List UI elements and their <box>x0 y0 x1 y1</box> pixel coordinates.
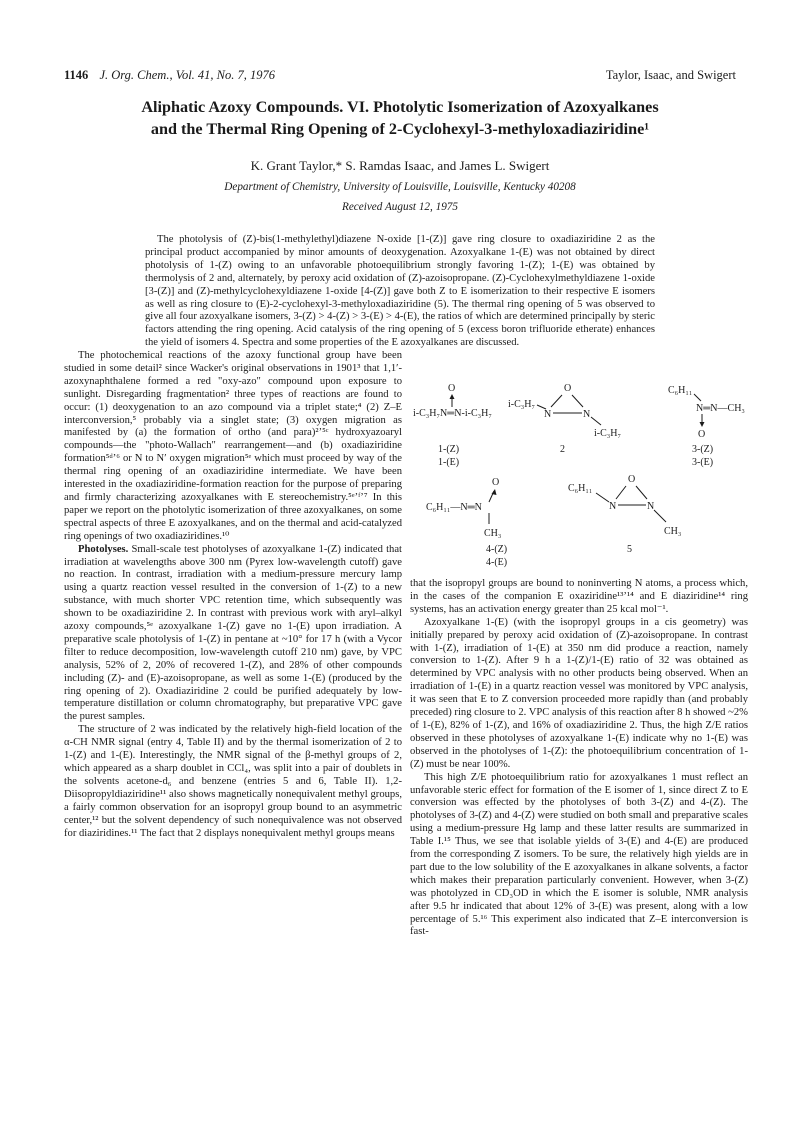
running-header-authors: Taylor, Isaac, and Swigert <box>605 68 736 82</box>
isopropyl-top: i-C₃H₇ <box>508 399 535 410</box>
ring-nitrogen-left: N <box>609 501 617 512</box>
title-line-2: and the Thermal Ring Opening of 2-Cyclohexyl-3-methyloxadiaziridine¹ <box>150 120 650 138</box>
compound-2 <box>508 383 621 455</box>
affiliation: Department of Chemistry, University of Louisville, Louisville, Kentucky 40208 <box>224 181 576 193</box>
label-1e: 1-(E) <box>438 457 460 468</box>
compound-1 <box>413 383 492 468</box>
intro-paragraph: The photochemical reactions of the azoxy functional group have been studied in some detail² since Wacker's original observations in 1901³ that 1,1′-azoxynaphthalene formed a red "oxy-azo" compound upon exposure to sunlight. Disregarding fragmentation² three types of reactions are found to occur: (1) deoxygenation to an azo compound via a triplet state;⁴ (2) Z–E interconversion,⁵ probably via a singlet state; (3) oxygen migration as manifested by (a) the formation of ortho (and para)²ʼ⁵ᶜ hydroxyazoaryl compounds—the "photo-Wallach" rearrangement—and (b) oxadiaziridine formation⁵ᵈʼ⁶ or N to N′ oxygen migration⁵ᵉ which must proceed by way of the thermal ring opening of an oxadiaziridine intermediate. We have been interested in the oxadiaziridine-formation reaction for the purpose of preparing and firmly characterizing azoxyalkanes with E stereochemistry.⁵ᵉʼᶠʼ⁷ In this paper we report on the photolytic isomerization of three azoxyalkanes, on some spectral aspects of three E azoxyalkanes, and on the thermal and acid-catalyzed ring openings of two oxadiaziridines.¹⁰ <box>64 350 402 542</box>
right-paragraph-2: Azoxyalkane 1-(E) (with the isopropyl groups in a cis geometry) was initially prepared by peroxy acid oxidation of (Z)-azoisopropane. In contrast with 1-(Z), irradiation of 1-(E) at 350 nm did produce a reaction, namely conversion to 1-(Z). After 9 h a 1-(Z)/1-(E) ratio of 32 was obtained as determined by VPC analysis with no other products being observed. When an irradiation of 1-(E) in a quartz reaction vessel was monitored by VPC analysis, it was seen that E to Z conversion proceeded more rapidly than (and probably preceded) ring closure to 2. VPC analysis of this reaction after 8 h showed ~2% of 1-(E), 82% of 1-(Z), and 16% of oxadiaziridine 2. Thus, the high Z/E ratios observed in these photolyses of azoxyalkane 1-(E) indicate why no 1-(E) was observed in the photolyses of 1-(Z): the photoequilibrium concentration of 1-(Z) must be near 100%. <box>410 616 748 770</box>
section-heading-photolyses: Photolyses. <box>78 543 129 555</box>
photolyses-paragraph <box>64 544 402 725</box>
ring-oxygen-label: O <box>564 383 572 394</box>
abstract: The photolysis of (Z)-bis(1-methylethyl)diazene N-oxide [1-(Z)] gave ring closure to oxadiaziridine 2 as the principal product accompanied by minor amounts of deoxygenation. Azoxyalkane 1-(E) was not obtained by direct photolysis of 1-(Z) owing to an unfavorable photoequilibrium strongly favoring 1-(Z); 1-(E) was obtained by thermolysis of 2 and, alternately, by peroxy acid oxidation of (Z)-azoisopropane. (Z)-Cyclohexylmethyldiazene 1-oxide [3-(Z)] and (Z)-methylcyclohexyldiazene 1-oxide [4-(Z)] gave both Z to E isomerization to their respective E isomers as well as ring closure to (E)-2-cyclohexyl-3-methyloxadiaziridine (5). The thermal ring opening of 5 was observed to give all four azoxyalkane isomers, 3-(Z) > 4-(Z) > 3-(E) > 4-(E), the ratios of which are determined principally by steric factors attending the ring opening. Acid catalysis of the ring opening of 5 (excess boron trifluoride etherate) enhances the yield of isomers 4. Spectra and some properties of the E azoxyalkanes are discussed. <box>145 234 655 349</box>
arrowhead <box>450 394 455 399</box>
article-title <box>0 96 800 140</box>
chemical-structure-scheme <box>410 350 748 572</box>
cyclohexyl-label: C₆H₁₁ <box>668 385 693 396</box>
cyclohexyl-label: C₆H₁₁ <box>568 483 593 494</box>
compound-3 <box>668 385 745 468</box>
oxygen-label: O <box>698 429 706 440</box>
compound-1-formula: i-C₃H₇N═N-i-C₃H₇ <box>413 408 492 419</box>
ring-oxygen-label: O <box>628 474 636 485</box>
right-paragraph-3: This high Z/E photoequilibrium ratio for azoxyalkanes 1 must reflect an unfavorable steric effect for formation of the E isomer of 1, since direct Z to E conversion was effected by the photolyses of both 3-(Z) and 4-(Z). The photolyses of 3-(Z) and 4-(Z) were studied on both small and preparative scales using a medium-pressure Hg lamp and these latter results are summarized in Table I.¹⁵ Thus, we see that isolable yields of 3-(E) and 4-(E) are produced from the corresponding Z isomers. To be sure, the relatively high yields are in part due to the low solubility of the E azoxyalkanes in alkane solvents, a factor which makes their preparation particularly convenient. However, when 3-(Z) was photolyzed in CD₃OD in which the E isomer is soluble, NMR analysis after 9.5 hr indicated that about 12% of 3-(E) was present, along with a low percentage of 5.¹⁶ This experiment also indicated that Z–E interconversion is fast- <box>410 771 748 938</box>
label-5: 5 <box>627 544 632 555</box>
oxygen-label: O <box>492 477 500 488</box>
isopropyl-bottom: i-C₃H₇ <box>594 428 621 439</box>
ring-nitrogen-left: N <box>544 409 552 420</box>
scheme-drawing <box>410 350 748 572</box>
author-list: K. Grant Taylor,* S. Ramdas Isaac, and James L. Swigert <box>250 158 550 173</box>
label-3z: 3-(Z) <box>692 444 714 455</box>
compound-4 <box>426 477 507 568</box>
ring-nitrogen-right: N <box>583 409 591 420</box>
label-4e: 4-(E) <box>486 557 508 568</box>
compound-5 <box>568 474 681 555</box>
page-number: 1146 <box>64 68 89 82</box>
received-date: Received August 12, 1975 <box>342 201 458 213</box>
journal-citation: J. Org. Chem., Vol. 41, No. 7, 1976 <box>99 68 276 82</box>
label-3e: 3-(E) <box>692 457 714 468</box>
label-2: 2 <box>560 444 565 455</box>
label-4z: 4-(Z) <box>486 544 508 555</box>
methyl-label: CH₃ <box>664 526 682 537</box>
methyl-label: CH₃ <box>484 528 502 539</box>
title-line-1: Aliphatic Azoxy Compounds. VI. Photolytic Isomerization of Azoxyalkanes <box>141 98 659 116</box>
structure-paragraph: The structure of 2 was indicated by the relatively high-field location of the α-CH NMR signal (entry 4, Table II) and by the thermal isomerization of 2 to 1-(Z) and 1-(E). Interestingly, the NMR signal of the β-methyl groups of 2, which appeared as a sharp doublet in CCl₄, was split into a pair of doublets in the solvents acetone-d₆ and benzene (entries 5 and 6, Table II). 1,2-Diisopropyldiaziridine¹¹ also shows magnetically nonequivalent methyl groups, a fairly common observation for an isopropyl group bound to an asymmetric center,¹² but the solvent dependency of such nonequivalence was not observed for diaziridines.¹¹ The fact that 2 displays nonequivalent methyl groups means <box>64 724 402 839</box>
label-1z: 1-(Z) <box>438 444 460 455</box>
ring-nitrogen-right: N <box>647 501 655 512</box>
oxygen-label: O <box>448 383 456 394</box>
compound-4-formula: C₆H₁₁—N═N <box>426 502 482 513</box>
right-column <box>410 578 748 939</box>
left-column <box>64 350 402 840</box>
right-paragraph-1: that the isopropyl groups are bound to noninverting N atoms, a process which, in the cases of the companion E oxaziridine¹³ʼ¹⁴ and E diaziridine¹⁴ ring systems, has an activation energy greater than 25 kcal mol⁻¹. <box>410 578 748 615</box>
running-header-left <box>64 68 275 83</box>
compound-3-azoxy: N═N—CH₃ <box>696 403 745 414</box>
photolyses-text: Small-scale test photolyses of azoxyalkane 1-(Z) indicated that irradiation at wavelengths above 300 nm (Pyrex low-wavelength cutoff) gave no reaction. In contrast, irradiation with a medium-pressure mercury lamp using a quartz reaction vessel resulted in the conversion of 1-(Z) to a new substance, with much shorter VPC retention time, which subsequently was shown to be oxadiaziridine 2. In contrast with previous work with aryl–alkyl azoxy compounds,⁵ᵉ azoxyalkane 1-(Z) gave no 1-(E) upon irradiation. A preparative scale photolysis of 1-(Z) in pentane at ~10° for 17 h (with a Vycor filter to reduce decomposition, low-wavelength cutoff 210 nm) gave, by VPC analysis, 52% of 2, 20% of recovered 1-(Z), and 28% of other compounds including (Z)- and (E)-azoisopropane, as well as some 1-(E) (produced by the ring opening of 2). Oxadiaziridine 2 could be purified adequately by low-temperature distillation or column chromatography, but preparative VPC gave the purest samples. <box>64 543 402 723</box>
